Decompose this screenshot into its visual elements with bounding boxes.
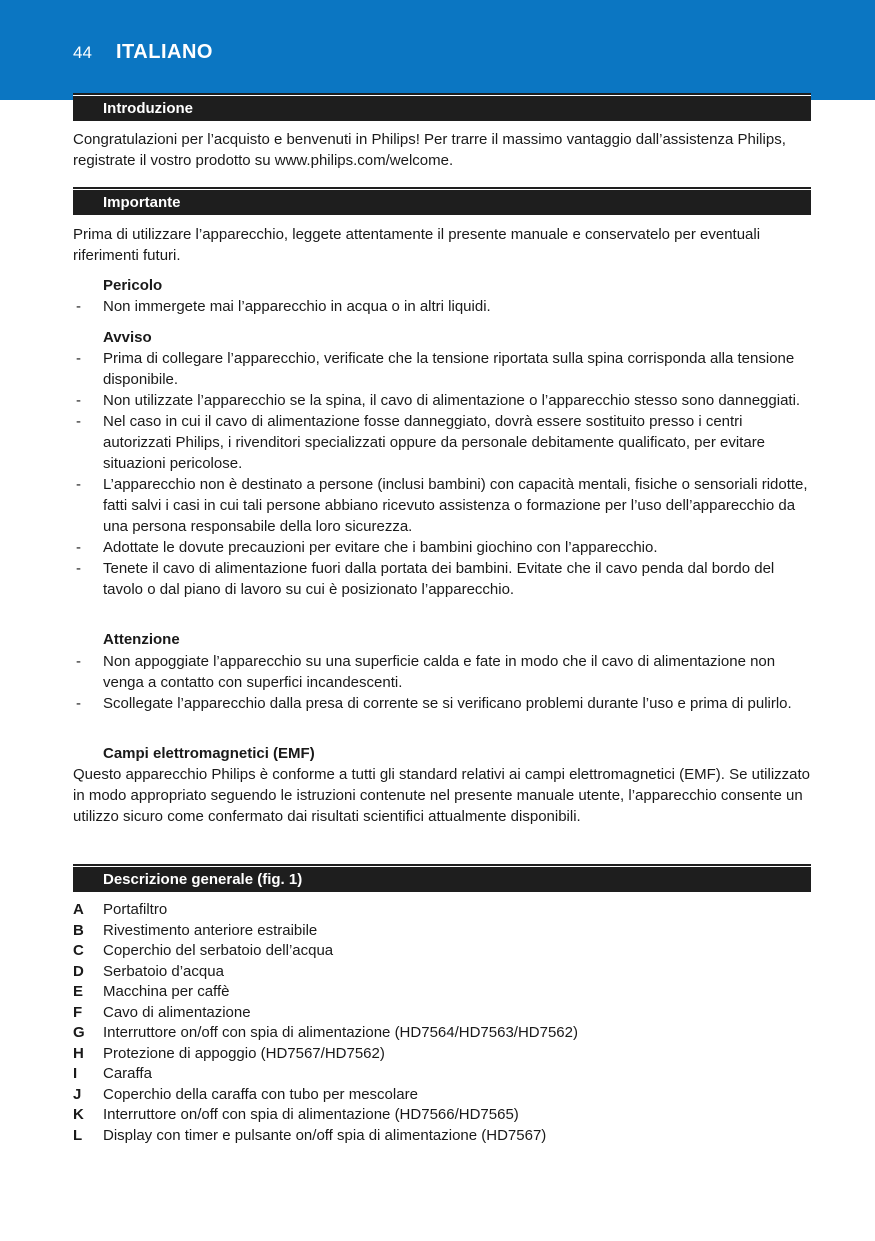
caution-heading: Attenzione xyxy=(103,631,180,648)
page-number: 44 xyxy=(73,43,92,62)
list-item: - L’apparecchio non è destinato a persone (inclusi bambini) con capacità mentali, fisiche o sensoriali ridotte, fatti salvi i casi in cui tali persone abbiano ricevuto assistenza o formazione per l’uso dell’apparecchio da una persona responsabile della loro sicurezza. xyxy=(73,474,813,537)
part-label: Macchina per caffè xyxy=(103,983,230,1000)
part-item xyxy=(73,982,813,1003)
section-overview-title: Descrizione generale (fig. 1) xyxy=(73,866,811,892)
part-letter: L xyxy=(73,1126,83,1144)
part-label: Interruttore on/off con spia di alimentazione (HD7566/HD7565) xyxy=(103,1106,519,1123)
part-letter: A xyxy=(73,901,84,918)
list-item: - Non appoggiate l’apparecchio su una superficie calda e fate in modo che il cavo di alimentazione non venga a contatto con superfici incandescenti. xyxy=(73,651,813,693)
list-item: - Tenete il cavo di alimentazione fuori dalla portata dei bambini. Evitate che il cavo penda dal bordo del tavolo o dal piano di lavoro su cui è posizionato l’apparecchio. xyxy=(73,558,813,600)
language-title: ITALIANO xyxy=(116,41,213,63)
list-item: - Adottate le dovute precauzioni per evitare che i bambini giochino con l’apparecchio. xyxy=(73,537,813,558)
part-item xyxy=(73,1044,813,1065)
part-item xyxy=(73,1105,813,1126)
part-item xyxy=(73,921,813,942)
part-label: Display con timer e pulsante on/off spia di alimentazione (HD7567) xyxy=(103,1126,547,1144)
danger-heading: Pericolo xyxy=(103,277,163,294)
part-label: Rivestimento anteriore estraibile xyxy=(103,921,318,939)
part-item xyxy=(73,900,813,921)
part-letter: J xyxy=(73,1085,82,1103)
part-letter: H xyxy=(73,1044,84,1062)
part-letter: D xyxy=(73,962,84,980)
part-label: Coperchio della caraffa con tubo per mescolare xyxy=(103,1085,418,1103)
intro-text: Congratulazioni per l’acquisto e benvenuti in Philips! Per trarre il massimo vantaggio dall’assistenza Philips, registrate il vostro prodotto su www.philips.com/welcome. xyxy=(73,131,786,169)
part-label: Protezione di appoggio (HD7567/HD7562) xyxy=(103,1044,385,1062)
section-important-title: Importante xyxy=(73,189,811,215)
list-item: - Scollegate l’apparecchio dalla presa di corrente se si verificano problemi durante l’uso e prima di pulirlo. xyxy=(73,693,813,714)
part-letter: G xyxy=(73,1024,85,1041)
part-item xyxy=(73,962,813,983)
part-label: Serbatoio d’acqua xyxy=(103,962,224,980)
part-letter: K xyxy=(73,1106,84,1123)
danger-list xyxy=(73,296,813,317)
part-label: Interruttore on/off con spia di alimentazione (HD7564/HD7563/HD7562) xyxy=(103,1024,578,1041)
part-item xyxy=(73,1126,813,1147)
list-item: - Non immergete mai l’apparecchio in acqua o in altri liquidi. xyxy=(73,296,813,317)
part-item xyxy=(73,1023,813,1044)
warning-heading: Avviso xyxy=(103,329,152,346)
part-letter: F xyxy=(73,1003,83,1021)
part-item xyxy=(73,1064,813,1085)
part-letter: B xyxy=(73,921,84,939)
important-text: Prima di utilizzare l’apparecchio, leggete attentamente il presente manuale e conservatelo per eventuali riferimenti futuri. xyxy=(73,226,761,264)
warning-list xyxy=(73,348,813,600)
part-letter: E xyxy=(73,983,84,1000)
part-label: Cavo di alimentazione xyxy=(103,1003,251,1021)
part-label: Coperchio del serbatoio dell’acqua xyxy=(103,942,334,959)
list-item: - Non utilizzate l’apparecchio se la spina, il cavo di alimentazione o l’apparecchio stesso sono danneggiati. xyxy=(73,390,813,411)
part-item xyxy=(73,941,813,962)
part-label: Caraffa xyxy=(103,1065,152,1082)
part-item xyxy=(73,1085,813,1106)
part-label: Portafiltro xyxy=(103,901,168,918)
emf-text: Questo apparecchio Philips è conforme a tutti gli standard relativi ai campi elettromagnetici (EMF). Se utilizzato in modo appropriato seguendo le istruzioni contenute nel presente manuale utente, l’apparecchio consente un utilizzo sicuro come confermato dai risultati scientifici attualmente disponibili. xyxy=(73,766,810,825)
parts-list xyxy=(73,900,813,1146)
part-letter: C xyxy=(73,942,84,959)
list-item: - Prima di collegare l’apparecchio, verificate che la tensione riportata sulla spina corrisponda alla tensione disponibile. xyxy=(73,348,813,390)
emf-heading: Campi elettromagnetici (EMF) xyxy=(103,745,315,762)
part-letter: I xyxy=(73,1065,78,1082)
section-intro-title: Introduzione xyxy=(73,95,811,121)
part-item xyxy=(73,1003,813,1024)
list-item: - Nel caso in cui il cavo di alimentazione fosse danneggiato, dovrà essere sostituito presso i centri autorizzati Philips, i rivenditori specializzati oppure da personale debitamente qualificato, per evitare situazioni pericolose. xyxy=(73,411,813,474)
caution-list xyxy=(73,651,813,714)
